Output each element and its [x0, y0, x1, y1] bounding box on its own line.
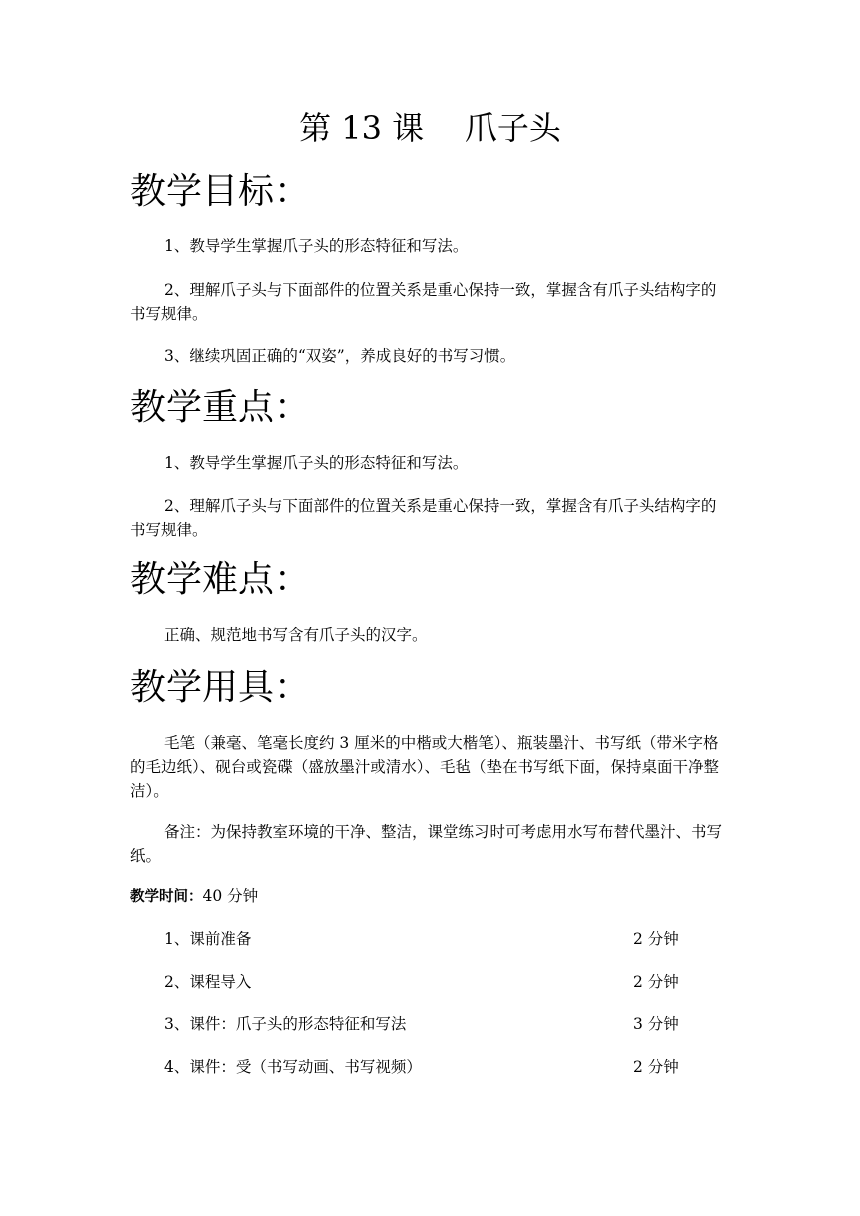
lesson-title: 第 13 课 爪子头 [299, 109, 561, 147]
schedule-duration: 2 分钟 [633, 973, 679, 991]
schedule-duration: 2 分钟 [633, 1058, 679, 1076]
schedule-step: 4、课件：受（书写动画、书写视频） [164, 1058, 422, 1076]
difficulty-item-1: 正确、规范地书写含有爪子头的汉字。 [164, 626, 428, 644]
schedule-step: 2、课程导入 [164, 973, 252, 991]
tools-item-1: 毛笔（兼毫、笔毫长度约 3 厘米的中楷或大楷笔）、瓶装墨汁、书写纸（带米字格的毛边纸）、砚台或瓷碟（盛放墨汁或清水）、毛毡（垫在书写纸下面，保持桌面干净整洁）。 [130, 734, 720, 800]
schedule-duration: 2 分钟 [633, 930, 679, 948]
objective-item-2: 2、理解爪子头与下面部件的位置关系是重心保持一致，掌握含有爪子头结构字的书写规律。 [130, 281, 717, 323]
teaching-time-value: 40 分钟 [202, 887, 259, 905]
teaching-time [130, 884, 258, 909]
schedule-duration: 3 分钟 [633, 1015, 679, 1033]
teaching-time-label: 教学时间： [130, 889, 203, 905]
tools-heading: 教学用具： [130, 667, 311, 708]
objectives-heading: 教学目标： [130, 171, 311, 212]
objective-item-3: 3、继续巩固正确的“双姿”，养成良好的书写习惯。 [164, 347, 516, 365]
tools-note: 备注：为保持教室环境的干净、整洁，课堂练习时可考虑用水写布替代墨汁、书写纸。 [130, 823, 723, 865]
key-point-item-2: 2、理解爪子头与下面部件的位置关系是重心保持一致，掌握含有爪子头结构字的书写规律。 [130, 497, 717, 539]
schedule-step: 1、课前准备 [164, 930, 252, 948]
key-point-item-1: 1、教导学生掌握爪子头的形态特征和写法。 [164, 454, 469, 472]
key-points-heading: 教学重点： [130, 387, 311, 428]
schedule-step: 3、课件：爪子头的形态特征和写法 [164, 1015, 407, 1033]
difficulties-heading: 教学难点： [130, 559, 311, 600]
objective-item-1: 1、教导学生掌握爪子头的形态特征和写法。 [164, 237, 469, 255]
